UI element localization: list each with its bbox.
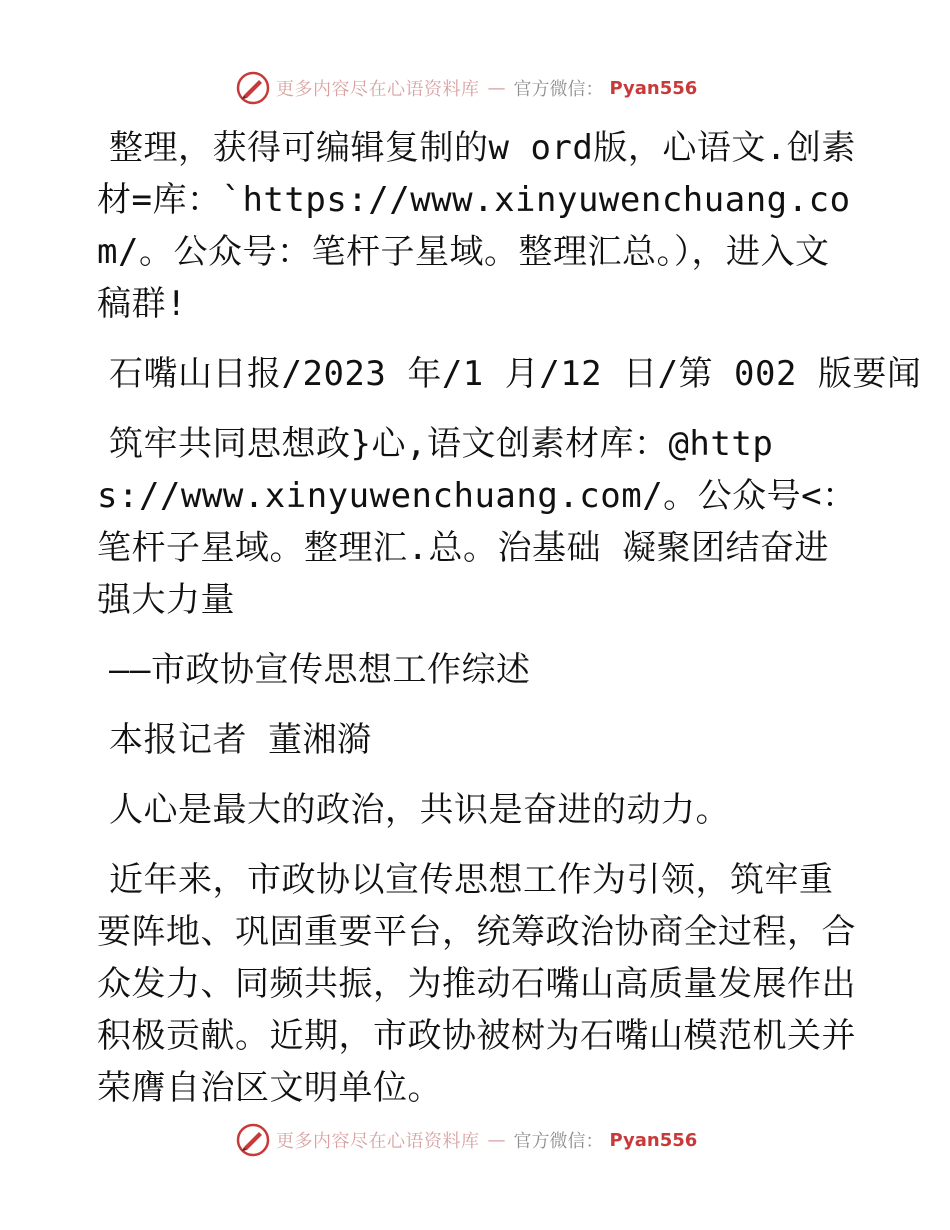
banner-wechat-id: Pyan556 (609, 1129, 698, 1151)
banner-dash: — (487, 77, 506, 99)
footer-banner (236, 1122, 736, 1158)
banner-text: 更多内容尽在心语资料库 (276, 79, 480, 100)
reporter-line: 本报记者 董湘漪 (109, 720, 372, 760)
subtitle: ——市政协宣传思想工作综述 (109, 650, 531, 690)
pen-logo-icon (236, 1123, 270, 1157)
headline: 筑牢共同思想政}心,语文创素材库：@https://www.xinyuwenchuang.com/。公众号<：笔杆子星域。整理汇.总。治基础 凝聚团结奋进强大力量 (97, 424, 857, 620)
document-content (97, 122, 922, 1132)
pen-logo-icon (236, 71, 270, 105)
dateline: 石嘴山日报/2023 年/1 月/12 日/第 002 版要闻 (109, 354, 922, 394)
banner-text: 更多内容尽在心语资料库 (276, 1131, 480, 1152)
banner-dash: — (487, 1129, 506, 1151)
intro-paragraph: 整理，获得可编辑复制的w ord版，心语文.创素材=库：`https://www.xinyuwenchuang.com/。公众号：笔杆子星域。整理汇总。），进入文稿群! (97, 128, 856, 324)
lead-paragraph: 人心是最大的政治，共识是奋进的动力。 (109, 790, 730, 830)
banner-wechat-label: 官方微信： (513, 1131, 604, 1152)
banner-wechat-id: Pyan556 (609, 77, 698, 99)
body-paragraph: 近年来，市政协以宣传思想工作为引领，筑牢重要阵地、巩固重要平台，统筹政治协商全过程，合众发力、同频共振，为推动石嘴山高质量发展作出积极贡献。近期，市政协被树为石嘴山模范机关并荣膺自治区文明单位。 (97, 860, 856, 1108)
banner-wechat-label: 官方微信： (513, 79, 604, 100)
header-banner (236, 70, 736, 106)
